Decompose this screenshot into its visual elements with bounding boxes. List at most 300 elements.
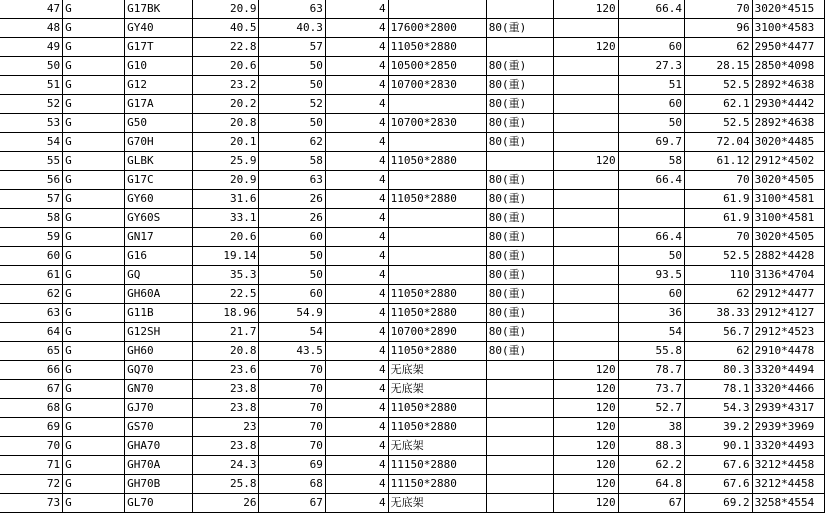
cell-load-capacity[interactable]: 69 [259, 456, 325, 475]
cell-category[interactable]: G [63, 285, 125, 304]
cell-dimensions[interactable] [388, 171, 486, 190]
cell-load-capacity[interactable]: 50 [259, 266, 325, 285]
cell-type-note[interactable]: 80(重) [486, 114, 554, 133]
cell-volume[interactable]: 60 [618, 285, 684, 304]
cell-total-volume[interactable]: 61.12 [685, 152, 753, 171]
cell-load-capacity[interactable]: 54.9 [259, 304, 325, 323]
cell-load-capacity[interactable]: 60 [259, 228, 325, 247]
cell-model[interactable]: GY40 [125, 19, 193, 38]
cell-volume[interactable]: 73.7 [618, 380, 684, 399]
cell-category[interactable]: G [63, 323, 125, 342]
cell-axle-count[interactable]: 4 [325, 475, 388, 494]
cell-total-volume[interactable]: 96 [685, 19, 753, 38]
cell-tare-weight[interactable]: 20.9 [192, 171, 259, 190]
cell-tare-weight[interactable]: 23.8 [192, 437, 259, 456]
cell-model[interactable]: G11B [125, 304, 193, 323]
cell-tare-weight[interactable]: 35.3 [192, 266, 259, 285]
cell-load-capacity[interactable]: 57 [259, 38, 325, 57]
cell-type-note[interactable]: 80(重) [486, 76, 554, 95]
cell-row-index[interactable]: 50 [0, 57, 63, 76]
cell-size[interactable]: 2930*4442 [752, 95, 824, 114]
cell-category[interactable]: G [63, 361, 125, 380]
cell-load-capacity[interactable]: 62 [259, 133, 325, 152]
cell-axle-count[interactable]: 4 [325, 304, 388, 323]
cell-row-index[interactable]: 62 [0, 285, 63, 304]
cell-row-index[interactable]: 61 [0, 266, 63, 285]
cell-rate[interactable] [554, 266, 618, 285]
cell-tare-weight[interactable]: 22.8 [192, 38, 259, 57]
cell-model[interactable]: G16 [125, 247, 193, 266]
cell-axle-count[interactable]: 4 [325, 494, 388, 513]
cell-category[interactable]: G [63, 0, 125, 19]
cell-model[interactable]: G10 [125, 57, 193, 76]
cell-rate[interactable] [554, 247, 618, 266]
cell-total-volume[interactable]: 69.2 [685, 494, 753, 513]
cell-row-index[interactable]: 67 [0, 380, 63, 399]
cell-volume[interactable]: 54 [618, 323, 684, 342]
cell-load-capacity[interactable]: 54 [259, 323, 325, 342]
cell-rate[interactable] [554, 190, 618, 209]
cell-row-index[interactable]: 48 [0, 19, 63, 38]
cell-dimensions[interactable]: 10500*2850 [388, 57, 486, 76]
cell-axle-count[interactable]: 4 [325, 152, 388, 171]
cell-axle-count[interactable]: 4 [325, 171, 388, 190]
cell-total-volume[interactable]: 90.1 [685, 437, 753, 456]
cell-load-capacity[interactable]: 70 [259, 380, 325, 399]
cell-size[interactable]: 3320*4493 [752, 437, 824, 456]
cell-total-volume[interactable]: 67.6 [685, 475, 753, 494]
cell-type-note[interactable] [486, 361, 554, 380]
cell-axle-count[interactable]: 4 [325, 0, 388, 19]
cell-total-volume[interactable]: 54.3 [685, 399, 753, 418]
cell-model[interactable]: G17BK [125, 0, 193, 19]
cell-category[interactable]: G [63, 171, 125, 190]
cell-row-index[interactable]: 71 [0, 456, 63, 475]
cell-rate[interactable]: 120 [554, 475, 618, 494]
cell-tare-weight[interactable]: 20.6 [192, 57, 259, 76]
cell-model[interactable]: GY60S [125, 209, 193, 228]
cell-volume[interactable]: 55.8 [618, 342, 684, 361]
cell-axle-count[interactable]: 4 [325, 95, 388, 114]
cell-tare-weight[interactable]: 20.2 [192, 95, 259, 114]
cell-load-capacity[interactable]: 40.3 [259, 19, 325, 38]
cell-rate[interactable] [554, 171, 618, 190]
cell-row-index[interactable]: 64 [0, 323, 63, 342]
cell-size[interactable]: 3320*4466 [752, 380, 824, 399]
cell-type-note[interactable]: 80(重) [486, 133, 554, 152]
cell-row-index[interactable]: 51 [0, 76, 63, 95]
cell-size[interactable]: 2892*4638 [752, 114, 824, 133]
cell-type-note[interactable] [486, 418, 554, 437]
cell-axle-count[interactable]: 4 [325, 190, 388, 209]
cell-rate[interactable] [554, 133, 618, 152]
cell-load-capacity[interactable]: 70 [259, 399, 325, 418]
cell-axle-count[interactable]: 4 [325, 114, 388, 133]
cell-rate[interactable]: 120 [554, 38, 618, 57]
cell-dimensions[interactable]: 11050*2880 [388, 285, 486, 304]
cell-type-note[interactable]: 80(重) [486, 304, 554, 323]
cell-dimensions[interactable]: 11050*2880 [388, 38, 486, 57]
cell-category[interactable]: G [63, 152, 125, 171]
cell-total-volume[interactable]: 28.15 [685, 57, 753, 76]
cell-model[interactable]: GL70 [125, 494, 193, 513]
cell-tare-weight[interactable]: 40.5 [192, 19, 259, 38]
cell-type-note[interactable]: 80(重) [486, 266, 554, 285]
cell-total-volume[interactable]: 70 [685, 0, 753, 19]
cell-axle-count[interactable]: 4 [325, 57, 388, 76]
cell-dimensions[interactable] [388, 95, 486, 114]
cell-rate[interactable]: 120 [554, 361, 618, 380]
cell-axle-count[interactable]: 4 [325, 285, 388, 304]
cell-volume[interactable] [618, 190, 684, 209]
cell-category[interactable]: G [63, 114, 125, 133]
cell-dimensions[interactable]: 11050*2880 [388, 399, 486, 418]
cell-volume[interactable] [618, 19, 684, 38]
cell-size[interactable]: 3020*4505 [752, 228, 824, 247]
cell-volume[interactable]: 67 [618, 494, 684, 513]
cell-load-capacity[interactable]: 63 [259, 171, 325, 190]
cell-dimensions[interactable]: 11050*2880 [388, 342, 486, 361]
cell-row-index[interactable]: 63 [0, 304, 63, 323]
cell-rate[interactable] [554, 342, 618, 361]
cell-load-capacity[interactable]: 70 [259, 437, 325, 456]
cell-rate[interactable] [554, 76, 618, 95]
cell-category[interactable]: G [63, 57, 125, 76]
cell-dimensions[interactable]: 10700*2890 [388, 323, 486, 342]
cell-type-note[interactable] [486, 437, 554, 456]
cell-type-note[interactable] [486, 456, 554, 475]
cell-type-note[interactable]: 80(重) [486, 171, 554, 190]
cell-row-index[interactable]: 47 [0, 0, 63, 19]
cell-model[interactable]: GN70 [125, 380, 193, 399]
cell-type-note[interactable] [486, 475, 554, 494]
cell-model[interactable]: G12SH [125, 323, 193, 342]
cell-volume[interactable]: 66.4 [618, 171, 684, 190]
cell-type-note[interactable] [486, 494, 554, 513]
cell-rate[interactable] [554, 228, 618, 247]
cell-axle-count[interactable]: 4 [325, 323, 388, 342]
cell-rate[interactable] [554, 95, 618, 114]
cell-tare-weight[interactable]: 18.96 [192, 304, 259, 323]
cell-row-index[interactable]: 59 [0, 228, 63, 247]
cell-size[interactable]: 3100*4581 [752, 209, 824, 228]
cell-tare-weight[interactable]: 25.8 [192, 475, 259, 494]
cell-size[interactable]: 2910*4478 [752, 342, 824, 361]
cell-type-note[interactable] [486, 399, 554, 418]
cell-axle-count[interactable]: 4 [325, 209, 388, 228]
cell-load-capacity[interactable]: 50 [259, 114, 325, 133]
cell-tare-weight[interactable]: 31.6 [192, 190, 259, 209]
cell-total-volume[interactable]: 52.5 [685, 114, 753, 133]
cell-dimensions[interactable]: 无底架 [388, 380, 486, 399]
cell-total-volume[interactable]: 70 [685, 171, 753, 190]
cell-category[interactable]: G [63, 247, 125, 266]
cell-row-index[interactable]: 73 [0, 494, 63, 513]
cell-dimensions[interactable]: 11050*2880 [388, 418, 486, 437]
cell-tare-weight[interactable]: 33.1 [192, 209, 259, 228]
cell-total-volume[interactable]: 80.3 [685, 361, 753, 380]
cell-dimensions[interactable]: 11050*2880 [388, 152, 486, 171]
cell-size[interactable]: 2939*4317 [752, 399, 824, 418]
cell-category[interactable]: G [63, 76, 125, 95]
cell-volume[interactable]: 27.3 [618, 57, 684, 76]
cell-tare-weight[interactable]: 26 [192, 494, 259, 513]
cell-size[interactable]: 2939*3969 [752, 418, 824, 437]
cell-load-capacity[interactable]: 50 [259, 76, 325, 95]
cell-type-note[interactable]: 80(重) [486, 247, 554, 266]
cell-total-volume[interactable]: 62.1 [685, 95, 753, 114]
cell-dimensions[interactable] [388, 0, 486, 19]
cell-tare-weight[interactable]: 23.2 [192, 76, 259, 95]
cell-load-capacity[interactable]: 58 [259, 152, 325, 171]
cell-volume[interactable]: 38 [618, 418, 684, 437]
cell-total-volume[interactable]: 61.9 [685, 209, 753, 228]
cell-tare-weight[interactable]: 20.8 [192, 342, 259, 361]
cell-load-capacity[interactable]: 52 [259, 95, 325, 114]
cell-row-index[interactable]: 65 [0, 342, 63, 361]
cell-rate[interactable] [554, 304, 618, 323]
cell-tare-weight[interactable]: 23.8 [192, 380, 259, 399]
cell-model[interactable]: GH70A [125, 456, 193, 475]
cell-axle-count[interactable]: 4 [325, 399, 388, 418]
cell-model[interactable]: GN17 [125, 228, 193, 247]
cell-volume[interactable]: 93.5 [618, 266, 684, 285]
cell-row-index[interactable]: 49 [0, 38, 63, 57]
cell-model[interactable]: G50 [125, 114, 193, 133]
cell-axle-count[interactable]: 4 [325, 133, 388, 152]
cell-axle-count[interactable]: 4 [325, 361, 388, 380]
cell-category[interactable]: G [63, 266, 125, 285]
cell-load-capacity[interactable]: 70 [259, 361, 325, 380]
cell-size[interactable]: 2950*4477 [752, 38, 824, 57]
cell-model[interactable]: GH60 [125, 342, 193, 361]
cell-size[interactable]: 2850*4098 [752, 57, 824, 76]
cell-volume[interactable]: 88.3 [618, 437, 684, 456]
cell-axle-count[interactable]: 4 [325, 456, 388, 475]
cell-type-note[interactable] [486, 152, 554, 171]
cell-dimensions[interactable]: 17600*2800 [388, 19, 486, 38]
cell-dimensions[interactable]: 11050*2880 [388, 304, 486, 323]
cell-total-volume[interactable]: 62 [685, 342, 753, 361]
cell-size[interactable]: 3020*4485 [752, 133, 824, 152]
cell-size[interactable]: 3136*4704 [752, 266, 824, 285]
cell-size[interactable]: 3258*4554 [752, 494, 824, 513]
cell-row-index[interactable]: 69 [0, 418, 63, 437]
cell-size[interactable]: 2882*4428 [752, 247, 824, 266]
cell-type-note[interactable]: 80(重) [486, 95, 554, 114]
cell-category[interactable]: G [63, 228, 125, 247]
cell-category[interactable]: G [63, 418, 125, 437]
cell-axle-count[interactable]: 4 [325, 418, 388, 437]
cell-row-index[interactable]: 66 [0, 361, 63, 380]
cell-dimensions[interactable]: 10700*2830 [388, 114, 486, 133]
cell-total-volume[interactable]: 38.33 [685, 304, 753, 323]
cell-load-capacity[interactable]: 43.5 [259, 342, 325, 361]
cell-type-note[interactable]: 80(重) [486, 209, 554, 228]
cell-volume[interactable]: 60 [618, 95, 684, 114]
cell-size[interactable]: 3020*4515 [752, 0, 824, 19]
cell-rate[interactable]: 120 [554, 418, 618, 437]
cell-total-volume[interactable]: 70 [685, 228, 753, 247]
cell-row-index[interactable]: 56 [0, 171, 63, 190]
cell-load-capacity[interactable]: 60 [259, 285, 325, 304]
cell-axle-count[interactable]: 4 [325, 437, 388, 456]
cell-dimensions[interactable]: 10700*2830 [388, 76, 486, 95]
cell-row-index[interactable]: 53 [0, 114, 63, 133]
cell-rate[interactable]: 120 [554, 380, 618, 399]
cell-category[interactable]: G [63, 475, 125, 494]
cell-volume[interactable]: 78.7 [618, 361, 684, 380]
cell-model[interactable]: GLBK [125, 152, 193, 171]
cell-axle-count[interactable]: 4 [325, 19, 388, 38]
cell-dimensions[interactable]: 无底架 [388, 437, 486, 456]
cell-category[interactable]: G [63, 456, 125, 475]
cell-type-note[interactable]: 80(重) [486, 19, 554, 38]
cell-rate[interactable]: 120 [554, 152, 618, 171]
cell-category[interactable]: G [63, 342, 125, 361]
cell-dimensions[interactable]: 无底架 [388, 361, 486, 380]
cell-rate[interactable] [554, 114, 618, 133]
cell-model[interactable]: GJ70 [125, 399, 193, 418]
cell-type-note[interactable]: 80(重) [486, 228, 554, 247]
cell-model[interactable]: GS70 [125, 418, 193, 437]
cell-tare-weight[interactable]: 22.5 [192, 285, 259, 304]
cell-category[interactable]: G [63, 304, 125, 323]
cell-volume[interactable]: 51 [618, 76, 684, 95]
cell-load-capacity[interactable]: 67 [259, 494, 325, 513]
cell-category[interactable]: G [63, 133, 125, 152]
cell-rate[interactable] [554, 323, 618, 342]
cell-model[interactable]: G17T [125, 38, 193, 57]
cell-volume[interactable]: 52.7 [618, 399, 684, 418]
cell-load-capacity[interactable]: 50 [259, 247, 325, 266]
cell-tare-weight[interactable]: 20.9 [192, 0, 259, 19]
cell-row-index[interactable]: 52 [0, 95, 63, 114]
cell-model[interactable]: GQ70 [125, 361, 193, 380]
cell-rate[interactable] [554, 19, 618, 38]
cell-dimensions[interactable] [388, 228, 486, 247]
cell-category[interactable]: G [63, 380, 125, 399]
cell-rate[interactable] [554, 285, 618, 304]
cell-row-index[interactable]: 70 [0, 437, 63, 456]
cell-type-note[interactable] [486, 38, 554, 57]
cell-tare-weight[interactable]: 25.9 [192, 152, 259, 171]
cell-size[interactable]: 3100*4581 [752, 190, 824, 209]
cell-load-capacity[interactable]: 70 [259, 418, 325, 437]
cell-category[interactable]: G [63, 399, 125, 418]
cell-type-note[interactable]: 80(重) [486, 285, 554, 304]
cell-tare-weight[interactable]: 21.7 [192, 323, 259, 342]
cell-size[interactable]: 3020*4505 [752, 171, 824, 190]
cell-axle-count[interactable]: 4 [325, 76, 388, 95]
cell-size[interactable]: 2912*4477 [752, 285, 824, 304]
cell-size[interactable]: 2912*4127 [752, 304, 824, 323]
cell-type-note[interactable]: 80(重) [486, 323, 554, 342]
cell-row-index[interactable]: 68 [0, 399, 63, 418]
cell-tare-weight[interactable]: 24.3 [192, 456, 259, 475]
cell-total-volume[interactable]: 56.7 [685, 323, 753, 342]
cell-axle-count[interactable]: 4 [325, 342, 388, 361]
cell-volume[interactable]: 66.4 [618, 228, 684, 247]
cell-total-volume[interactable]: 78.1 [685, 380, 753, 399]
cell-tare-weight[interactable]: 20.8 [192, 114, 259, 133]
cell-model[interactable]: G17A [125, 95, 193, 114]
cell-category[interactable]: G [63, 209, 125, 228]
cell-dimensions[interactable]: 11150*2880 [388, 475, 486, 494]
cell-row-index[interactable]: 54 [0, 133, 63, 152]
cell-type-note[interactable]: 80(重) [486, 342, 554, 361]
cell-volume[interactable]: 50 [618, 247, 684, 266]
cell-volume[interactable]: 69.7 [618, 133, 684, 152]
cell-model[interactable]: GH70B [125, 475, 193, 494]
cell-dimensions[interactable]: 11050*2880 [388, 190, 486, 209]
cell-type-note[interactable] [486, 380, 554, 399]
cell-dimensions[interactable]: 无底架 [388, 494, 486, 513]
cell-load-capacity[interactable]: 26 [259, 209, 325, 228]
cell-volume[interactable]: 58 [618, 152, 684, 171]
cell-size[interactable]: 3320*4494 [752, 361, 824, 380]
cell-rate[interactable]: 120 [554, 494, 618, 513]
cell-rate[interactable]: 120 [554, 399, 618, 418]
cell-load-capacity[interactable]: 68 [259, 475, 325, 494]
cell-row-index[interactable]: 55 [0, 152, 63, 171]
cell-total-volume[interactable]: 62 [685, 285, 753, 304]
cell-axle-count[interactable]: 4 [325, 380, 388, 399]
cell-total-volume[interactable]: 62 [685, 38, 753, 57]
cell-size[interactable]: 3212*4458 [752, 475, 824, 494]
cell-volume[interactable]: 64.8 [618, 475, 684, 494]
cell-total-volume[interactable]: 67.6 [685, 456, 753, 475]
cell-axle-count[interactable]: 4 [325, 266, 388, 285]
cell-total-volume[interactable]: 72.04 [685, 133, 753, 152]
cell-axle-count[interactable]: 4 [325, 38, 388, 57]
cell-category[interactable]: G [63, 190, 125, 209]
cell-load-capacity[interactable]: 63 [259, 0, 325, 19]
cell-dimensions[interactable] [388, 266, 486, 285]
cell-dimensions[interactable] [388, 247, 486, 266]
cell-size[interactable]: 3100*4583 [752, 19, 824, 38]
cell-model[interactable]: GHA70 [125, 437, 193, 456]
cell-tare-weight[interactable]: 23.8 [192, 399, 259, 418]
cell-model[interactable]: GY60 [125, 190, 193, 209]
cell-rate[interactable]: 120 [554, 456, 618, 475]
cell-volume[interactable] [618, 209, 684, 228]
cell-axle-count[interactable]: 4 [325, 228, 388, 247]
cell-volume[interactable]: 66.4 [618, 0, 684, 19]
cell-rate[interactable]: 120 [554, 0, 618, 19]
cell-dimensions[interactable] [388, 209, 486, 228]
cell-category[interactable]: G [63, 19, 125, 38]
cell-dimensions[interactable]: 11150*2880 [388, 456, 486, 475]
cell-category[interactable]: G [63, 494, 125, 513]
cell-model[interactable]: G17C [125, 171, 193, 190]
cell-row-index[interactable]: 60 [0, 247, 63, 266]
cell-load-capacity[interactable]: 26 [259, 190, 325, 209]
cell-model[interactable]: GQ [125, 266, 193, 285]
cell-type-note[interactable] [486, 0, 554, 19]
cell-volume[interactable]: 62.2 [618, 456, 684, 475]
cell-rate[interactable] [554, 209, 618, 228]
cell-total-volume[interactable]: 52.5 [685, 247, 753, 266]
cell-type-note[interactable]: 80(重) [486, 190, 554, 209]
cell-volume[interactable]: 60 [618, 38, 684, 57]
cell-rate[interactable] [554, 57, 618, 76]
cell-category[interactable]: G [63, 38, 125, 57]
cell-size[interactable]: 2892*4638 [752, 76, 824, 95]
cell-tare-weight[interactable]: 20.1 [192, 133, 259, 152]
cell-category[interactable]: G [63, 95, 125, 114]
cell-total-volume[interactable]: 110 [685, 266, 753, 285]
